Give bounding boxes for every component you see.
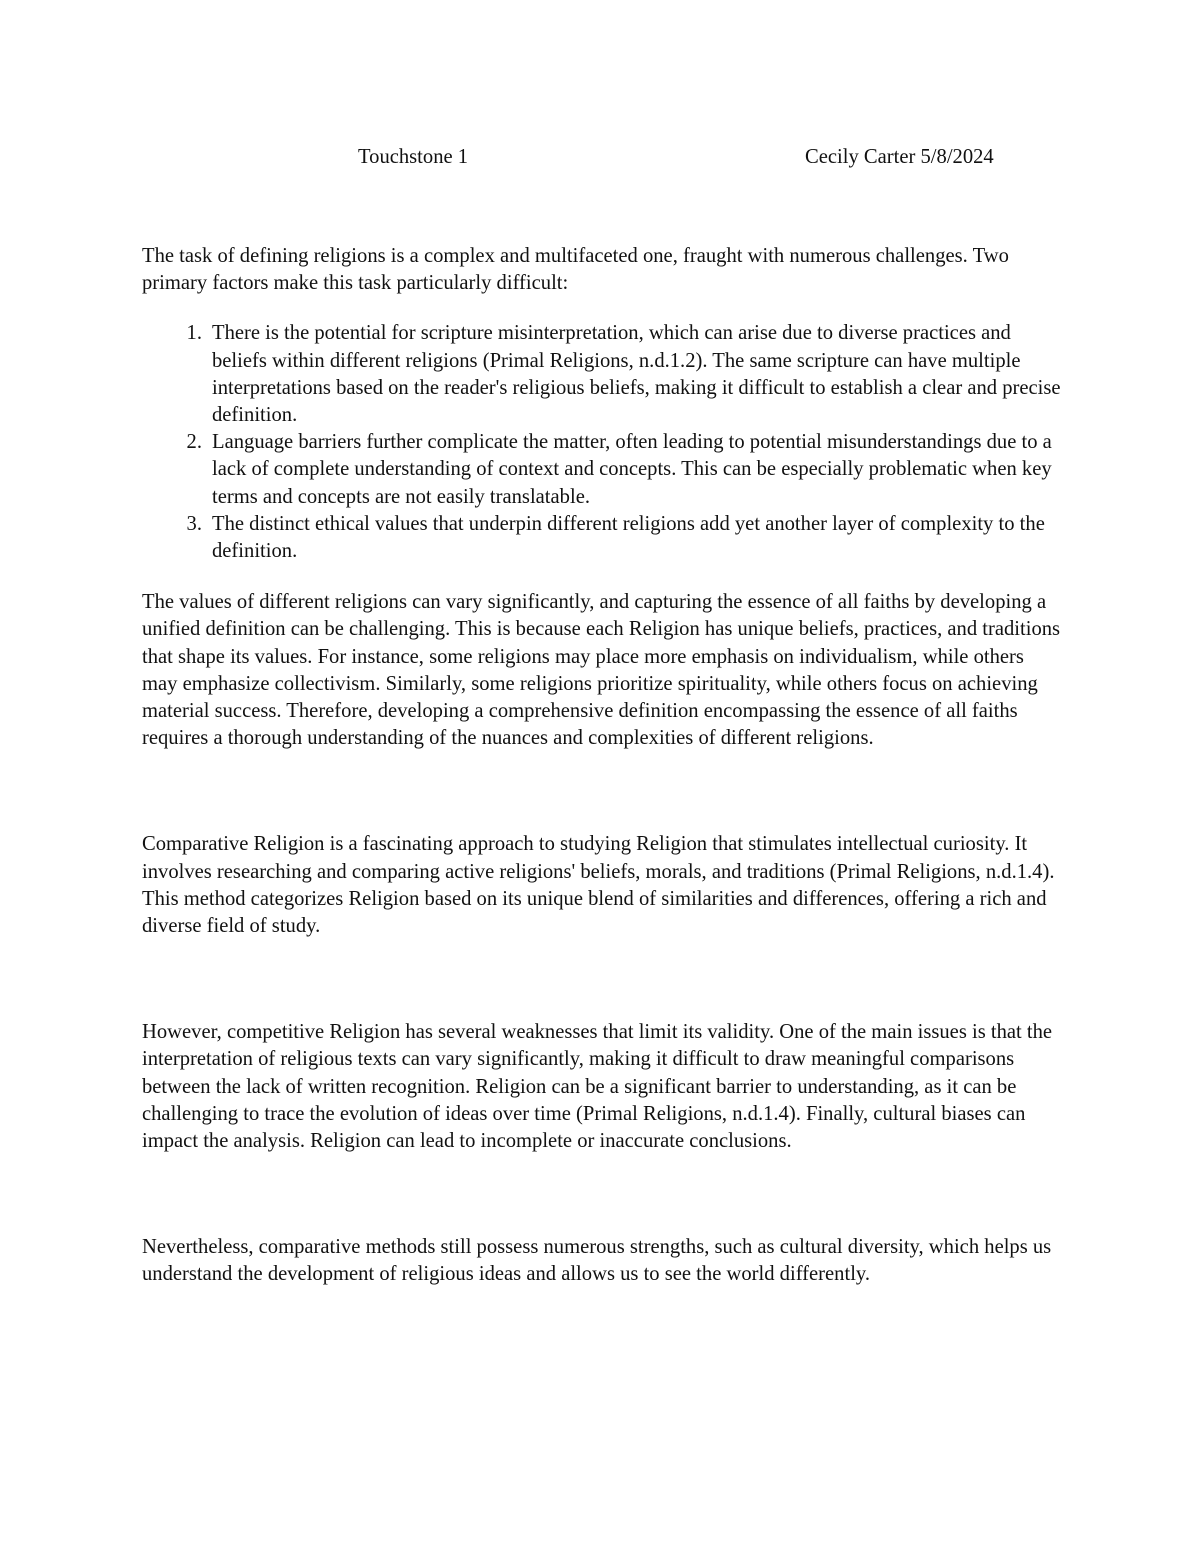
intro-paragraph: The task of defining religions is a complex and multifaceted one, fraught with numerous challenges. Two primary factors make this task particularly difficult:: [142, 245, 1009, 295]
author-date: Cecily Carter 5/8/2024: [805, 146, 994, 168]
document-title: Touchstone 1: [358, 146, 469, 168]
list-item: Language barriers further complicate the matter, often leading to potential misunderstandings due to a lack of complete understanding of context and concepts. This can be especially problematic when key terms and concepts are not easily translatable.: [212, 431, 1052, 508]
body-paragraph-weaknesses: However, competitive Religion has several weaknesses that limit its validity. One of the main issues is that the interpretation of religious texts can vary significantly, making it difficult to draw meaningful comparisons between the lack of written recognition. Religion can be a significant barrier to understanding, as it can be challenging to trace the evolution of ideas over time (Primal Religions, n.d.1.4). Finally, cultural biases can impact the analysis. Religion can lead to incomplete or inaccurate conclusions.: [142, 1021, 1053, 1153]
document-body: [142, 243, 1062, 1289]
list-item: The distinct ethical values that underpin different religions add yet another layer of complexity to the definition.: [212, 512, 1045, 563]
body-paragraph-comparative: Comparative Religion is a fascinating approach to studying Religion that stimulates intellectual curiosity. It involves researching and comparing active religions' beliefs, morals, and traditions (Primal Religions, n.d.1.4). This method categorizes Religion based on its unique blend of similarities and differences, offering a rich and diverse field of study.: [142, 833, 1055, 938]
list-item: There is the potential for scripture misinterpretation, which can arise due to diverse practices and beliefs within different religions (Primal Religions, n.d.1.2). The same scripture can have multiple interpretations based on the reader's religious beliefs, making it difficult to establish a clear and precise definition.: [212, 322, 1061, 427]
factors-list: [142, 320, 1062, 565]
body-paragraph-strengths: Nevertheless, comparative methods still possess numerous strengths, such as cultural diversity, which helps us understand the development of religious ideas and allows us to see the world differently.: [142, 1236, 1052, 1286]
body-paragraph-values: The values of different religions can vary significantly, and capturing the essence of all faiths by developing a unified definition can be challenging. This is because each Religion has unique beliefs, practices, and traditions that shape its values. For instance, some religions may place more emphasis on individualism, while others may emphasize collectivism. Similarly, some religions prioritize spirituality, while others focus on achieving material success. Therefore, developing a comprehensive definition encompassing the essence of all faiths requires a thorough understanding of the nuances and complexities of different religions.: [142, 591, 1061, 750]
document-header: [0, 144, 1200, 172]
